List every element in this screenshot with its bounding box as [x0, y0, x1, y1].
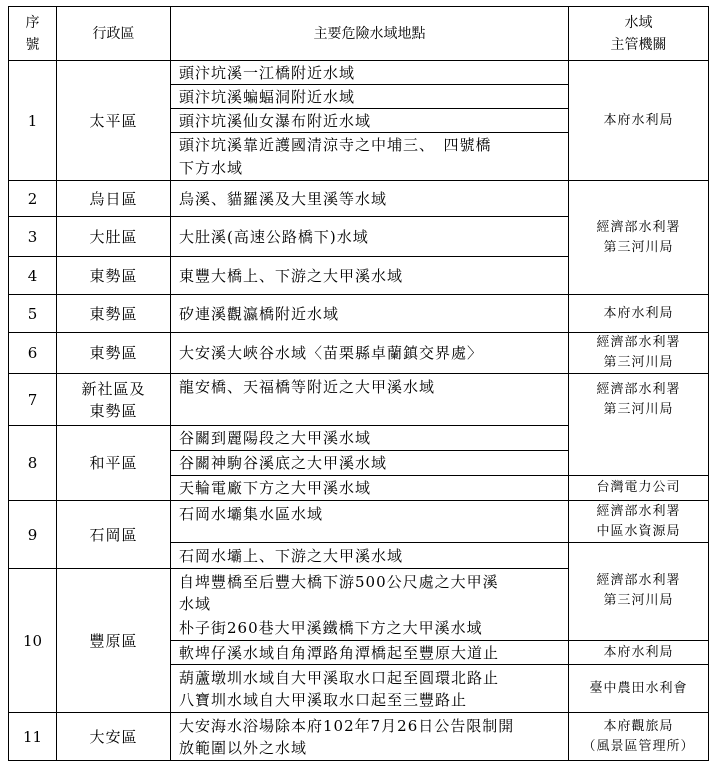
row-authority: 本府水利局 [569, 641, 709, 665]
row-district: 大安區 [57, 713, 171, 761]
header-authority: 水域 主管機關 [569, 7, 709, 61]
danger-waters-table [8, 6, 709, 761]
row-location: 軟埤仔溪水域自角潭路角潭橋起至豐原大道止 [171, 641, 569, 665]
table-row [9, 713, 709, 761]
row-district: 烏日區 [57, 181, 171, 217]
row-number: 9 [9, 501, 57, 569]
row-district: 大肚區 [57, 217, 171, 257]
header-location: 主要危險水域地點 [171, 7, 569, 61]
row-number: 1 [9, 61, 57, 181]
row-number: 10 [9, 569, 57, 713]
row-location: 東豐大橋上、下游之大甲溪水域 [171, 257, 569, 295]
row-authority: 經濟部水利署 第三河川局 [569, 374, 709, 476]
row-location: 頭汴坑溪蝙蝠洞附近水域 [171, 85, 569, 109]
row-district: 東勢區 [57, 333, 171, 374]
row-district: 豐原區 [57, 569, 171, 713]
row-authority: 經濟部水利署 第三河川局 [569, 543, 709, 641]
row-location: 頭汴坑溪靠近護國清涼寺之中埔三、 四號橋 [171, 133, 569, 157]
row-district: 和平區 [57, 426, 171, 501]
row-authority: 臺中農田水利會 [569, 665, 709, 713]
row-authority: 經濟部水利署 第三河川局 [569, 181, 709, 295]
row-number: 3 [9, 217, 57, 257]
row-number: 5 [9, 295, 57, 333]
row-location: 下方水域 [171, 157, 569, 181]
table-row [9, 374, 709, 426]
row-location: 大安海水浴場除本府102年7月26日公告限制開 放範圍以外之水域 [171, 713, 569, 761]
row-location: 石岡水壩集水區水域 [171, 501, 569, 543]
table-row [9, 295, 709, 333]
row-location: 烏溪、貓羅溪及大里溪等水域 [171, 181, 569, 217]
row-number: 8 [9, 426, 57, 501]
row-number: 4 [9, 257, 57, 295]
table-row [9, 181, 709, 217]
row-location: 大肚溪(高速公路橋下)水域 [171, 217, 569, 257]
row-location: 谷關到麗陽段之大甲溪水域 [171, 426, 569, 451]
row-district: 東勢區 [57, 295, 171, 333]
row-number: 11 [9, 713, 57, 761]
row-location: 矽連溪觀瀛橋附近水域 [171, 295, 569, 333]
table-row [9, 501, 709, 543]
row-number: 2 [9, 181, 57, 217]
row-district: 太平區 [57, 61, 171, 181]
row-location: 朴子街260巷大甲溪鐵橋下方之大甲溪水域 [171, 617, 569, 641]
row-district: 石岡區 [57, 501, 171, 569]
row-number: 7 [9, 374, 57, 426]
header-district: 行政區 [57, 7, 171, 61]
row-district: 東勢區 [57, 257, 171, 295]
row-number: 6 [9, 333, 57, 374]
row-district: 新社區及 東勢區 [57, 374, 171, 426]
row-location: 龍安橋、天福橋等附近之大甲溪水域 [171, 374, 569, 426]
row-authority: 本府水利局 [569, 61, 709, 181]
table-row [9, 333, 709, 374]
row-location: 天輪電廠下方之大甲溪水域 [171, 476, 569, 501]
row-authority: 本府水利局 [569, 295, 709, 333]
row-location: 頭汴坑溪一江橋附近水域 [171, 61, 569, 85]
row-authority: 經濟部水利署 中區水資源局 [569, 501, 709, 543]
row-location: 頭汴坑溪仙女瀑布附近水域 [171, 109, 569, 133]
row-authority: 經濟部水利署 第三河川局 [569, 333, 709, 374]
row-location: 自埤豐橋至后豐大橋下游500公尺處之大甲溪 水域 [171, 569, 569, 617]
header-no: 序 號 [9, 7, 57, 61]
header-row [9, 7, 709, 61]
row-location: 大安溪大峽谷水域〈苗栗縣卓蘭鎮交界處〉 [171, 333, 569, 374]
row-location: 谷關神駒谷溪底之大甲溪水域 [171, 451, 569, 476]
row-location: 葫蘆墩圳水域自大甲溪取水口起至圓環北路止 八寶圳水域自大甲溪取水口起至三豐路止 [171, 665, 569, 713]
row-location: 石岡水壩上、下游之大甲溪水域 [171, 543, 569, 569]
row-authority: 本府觀旅局 （風景區管理所） [569, 713, 709, 761]
row-authority: 台灣電力公司 [569, 476, 709, 501]
table-row [9, 61, 709, 85]
